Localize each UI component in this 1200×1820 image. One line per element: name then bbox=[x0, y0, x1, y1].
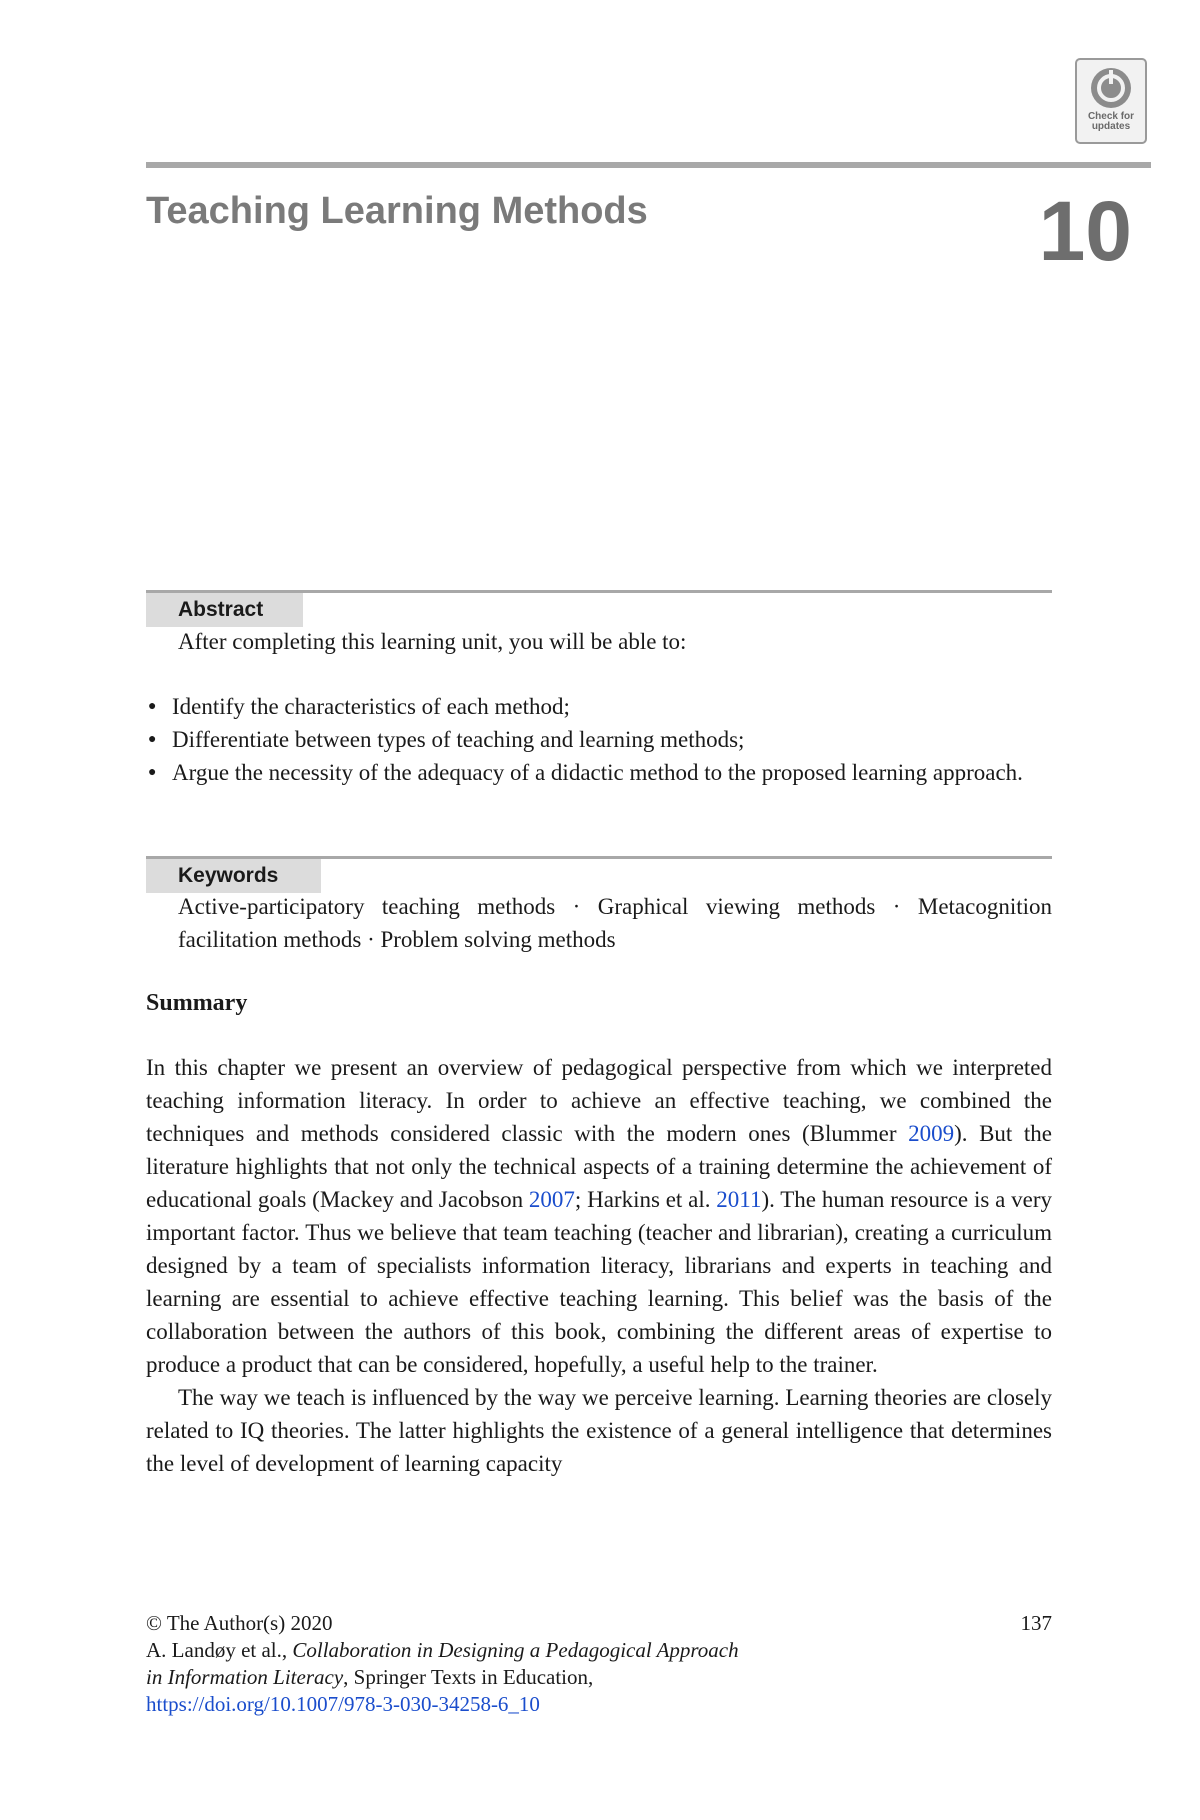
copyright-line: © The Author(s) 2020 bbox=[146, 1611, 333, 1635]
summary-paragraph-1 bbox=[146, 1051, 1052, 1381]
summary-body bbox=[146, 1051, 1052, 1480]
check-updates-icon bbox=[1089, 66, 1133, 110]
series: , Springer Texts in Education, bbox=[343, 1665, 594, 1689]
keywords-label: Keywords bbox=[146, 859, 321, 893]
citation-line-2 bbox=[146, 1664, 1052, 1691]
body-text-segment: ; Harkins et al. bbox=[574, 1187, 717, 1212]
citation-line-1 bbox=[146, 1637, 1052, 1664]
book-title: Collaboration in Designing a Pedagogical Approach bbox=[292, 1638, 739, 1662]
abstract-intro: After completing this learning unit, you will be able to: bbox=[178, 629, 687, 654]
chapter-number: 10 bbox=[1038, 184, 1132, 278]
body-text-segment: ). The human resource is a very important factor. Thus we believe that team teaching (teacher and librarian), creating a curriculum designed by a team of specialists information literacy, librarians and experts in teaching and learning are essential to achieve effective teaching learning. This belief was the basis of the collaboration between the authors of this book, combining the different areas of expertise to produce a product that can be considered, hopefully, a useful help to the trainer. bbox=[146, 1187, 1052, 1377]
citation-link[interactable]: 2007 bbox=[528, 1187, 575, 1212]
book-title-continued: in Information Literacy bbox=[146, 1665, 344, 1689]
body-text-segment: ). But the literature highlights that not only the technical aspects of a training determine the achievement of educational goals (Mackey and Jacobson bbox=[146, 1121, 1052, 1212]
keywords-text: Active-participatory teaching methods · Graphical viewing methods · Metacognition facilitation methods · Problem solving methods bbox=[178, 894, 1052, 952]
objectives-list bbox=[146, 690, 1052, 789]
summary-paragraph-2: The way we teach is influenced by the way we perceive learning. Learning theories are closely related to IQ theories. The latter highlights the existence of a general intelligence that determines the level of development of learning capacity bbox=[146, 1385, 1052, 1476]
objective-item: ● Argue the necessity of the adequacy of a didactic method to the proposed learning approach. bbox=[146, 756, 1052, 789]
authors: A. Landøy et al., bbox=[146, 1638, 293, 1662]
objective-item: ● Identify the characteristics of each method; bbox=[146, 690, 1052, 723]
doi-link[interactable]: https://doi.org/10.1007/978-3-030-34258-6_10 bbox=[146, 1692, 540, 1716]
citation-link[interactable]: 2011 bbox=[716, 1187, 762, 1212]
objective-item: ● Differentiate between types of teaching and learning methods; bbox=[146, 723, 1052, 756]
page-footer bbox=[146, 1610, 1052, 1718]
citation-link[interactable]: 2009 bbox=[908, 1121, 955, 1146]
page-number: 137 bbox=[1020, 1611, 1052, 1635]
chapter-title: Teaching Learning Methods bbox=[146, 190, 648, 232]
summary-heading: Summary bbox=[146, 990, 248, 1016]
check-updates-label: Check for updates bbox=[1087, 111, 1135, 132]
chapter-top-rule bbox=[146, 162, 1151, 168]
body-text-segment: In this chapter we present an overview of pedagogical perspective from which we interpreted teaching information literacy. In order to achieve an effective teaching, we combined the techniques and methods considered classic with the modern ones (Blummer bbox=[146, 1055, 1052, 1146]
check-for-updates-badge[interactable] bbox=[1075, 58, 1147, 144]
abstract-label: Abstract bbox=[146, 593, 303, 627]
